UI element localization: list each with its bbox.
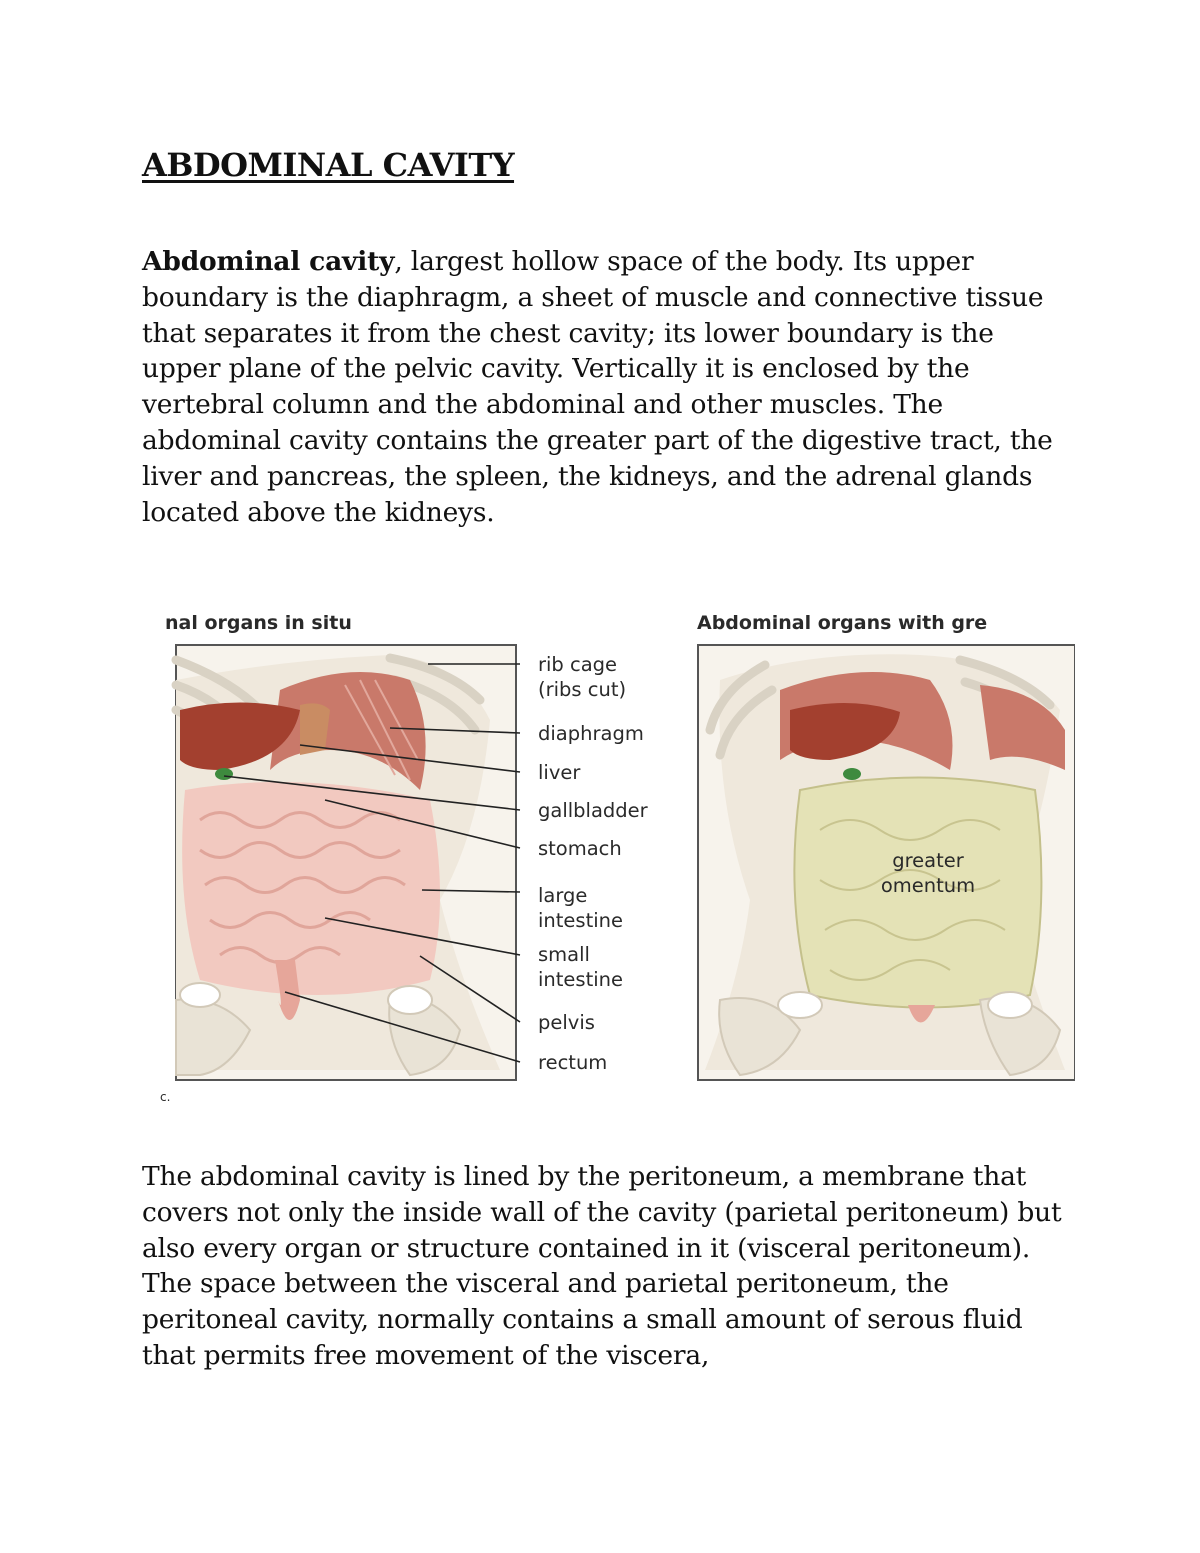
label-rectum: rectum bbox=[538, 1051, 608, 1074]
intro-text: , largest hollow space of the body. Its upper boundary is the diaphragm, a sheet of muscle and connective tissue that separates it from the chest cavity; its lower boundary is the upper plane of the pelvic cavity. Vertically it is enclosed by the vertebral column and the abdominal and other muscles. The abdominal cavity contains the greater part of the digestive tract, the liver and pancreas, the spleen, the kidneys, and the adrenal glands located above the kidneys. bbox=[142, 246, 1053, 528]
left-panel-illustration bbox=[176, 645, 520, 1080]
label-small-intestine: small intestine bbox=[538, 943, 623, 991]
label-gallbladder: gallbladder bbox=[538, 799, 648, 822]
left-panel-title: nal organs in situ bbox=[165, 612, 352, 634]
label-rib-cage: rib cage (ribs cut) bbox=[538, 653, 627, 701]
body-paragraph: The abdominal cavity is lined by the peritoneum, a membrane that covers not only the inside wall of the cavity (parietal peritoneum) but also every organ or structure contained in it (visceral peritoneum). The space between the visceral and parietal peritoneum, the peritoneal cavity, normally contains a small amount of serous fluid that permits free movement of the viscera, bbox=[142, 1161, 1062, 1371]
label-stomach: stomach bbox=[538, 837, 622, 860]
abdominal-organs-figure bbox=[160, 600, 1075, 1110]
page-title: ABDOMINAL CAVITY bbox=[142, 146, 515, 184]
right-panel-title: Abdominal organs with gre bbox=[697, 612, 988, 634]
label-greater-omentum: greater omentum bbox=[880, 849, 976, 897]
intro-term: Abdominal cavity bbox=[142, 246, 395, 277]
label-large-intestine: large intestine bbox=[538, 884, 623, 932]
label-diaphragm: diaphragm bbox=[538, 722, 644, 745]
figure-letter: c. bbox=[160, 1090, 171, 1104]
label-liver: liver bbox=[538, 761, 581, 784]
label-pelvis: pelvis bbox=[538, 1011, 595, 1034]
intro-paragraph bbox=[142, 244, 1072, 530]
